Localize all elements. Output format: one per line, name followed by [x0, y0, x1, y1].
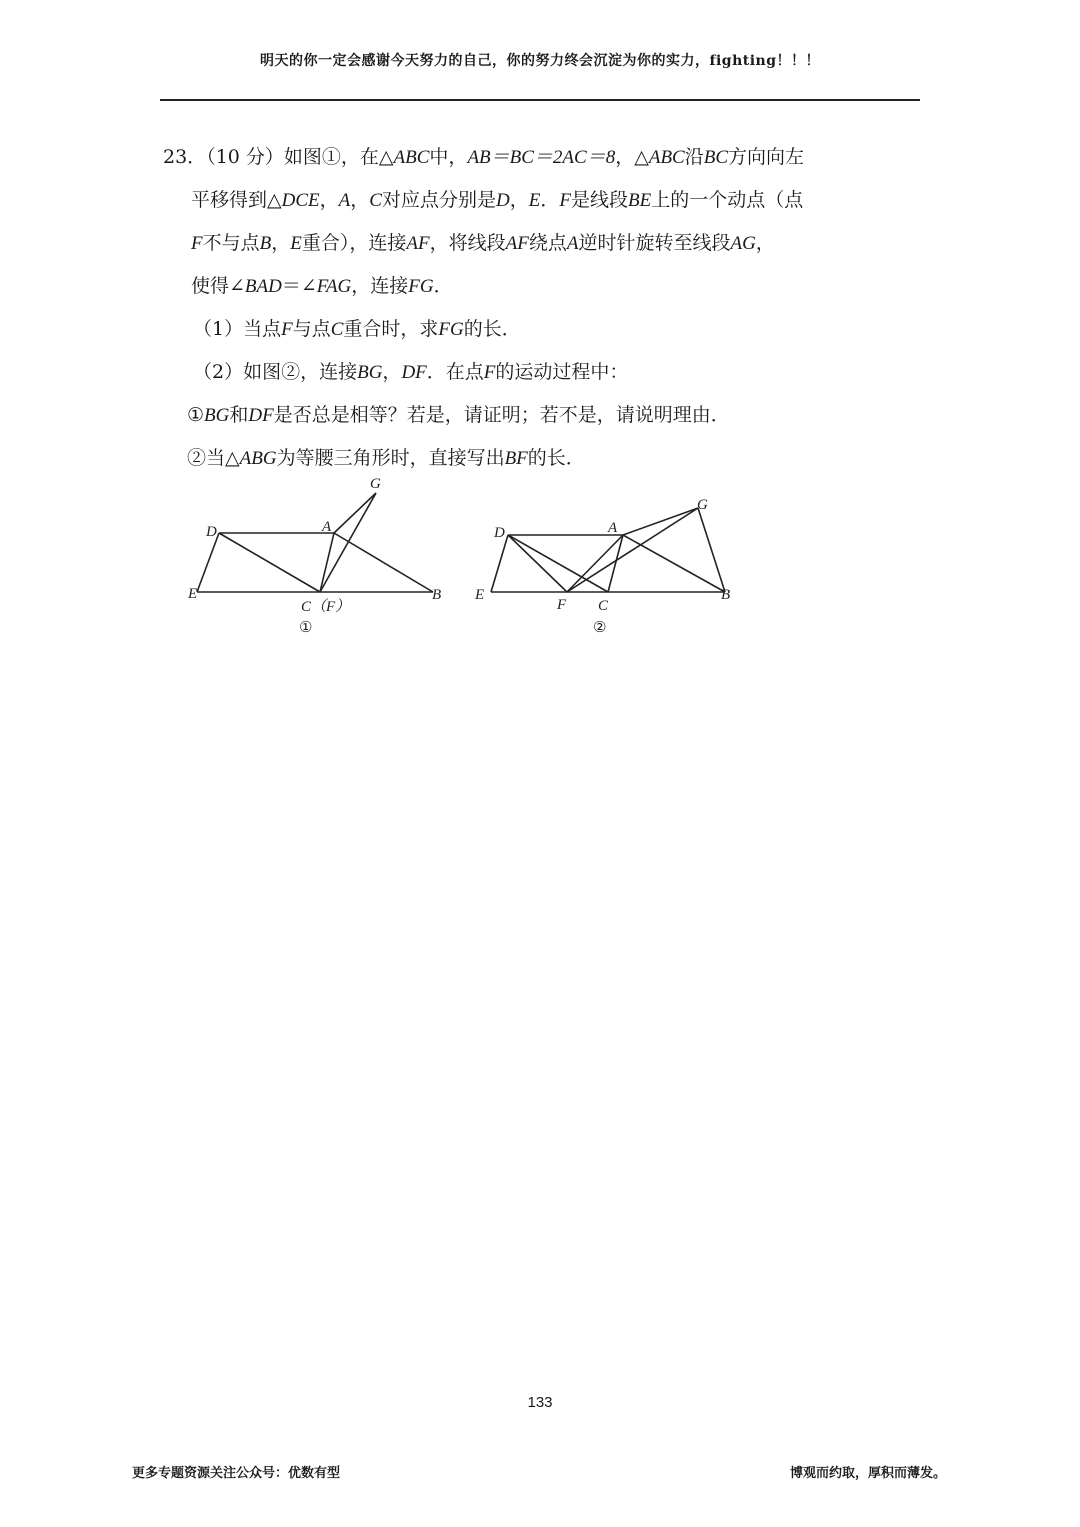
math-b: B — [259, 233, 272, 254]
label-D: D — [206, 524, 217, 540]
text: 不与点 — [202, 232, 260, 254]
math-bf: BF — [504, 448, 528, 469]
math-bg: BG — [357, 362, 383, 383]
math-bc: BC — [703, 147, 729, 168]
problem-line-3 — [163, 222, 923, 265]
math-fag: FAG — [316, 276, 352, 297]
part-1 — [163, 308, 923, 351]
figure-2-caption: ② — [593, 618, 607, 636]
text: 和 — [229, 404, 249, 426]
math-df: DF — [401, 362, 427, 383]
text: ， — [350, 189, 370, 211]
math-a: A — [338, 190, 351, 211]
text: 重合），连接 — [301, 232, 407, 254]
segment-AG — [334, 493, 376, 533]
label-C: C — [598, 598, 609, 614]
problem-line-2 — [163, 179, 923, 222]
figures — [180, 470, 760, 650]
text: 的长． — [527, 447, 585, 469]
part-2-question-1 — [163, 394, 923, 437]
math-abg: ABG — [239, 448, 277, 469]
text: 与点 — [292, 318, 331, 340]
problem-line-4 — [163, 265, 923, 308]
problem-score: （10 分） — [206, 146, 284, 168]
text: 上的一个动点（点 — [651, 189, 804, 211]
text: ① — [187, 404, 205, 426]
math-a: A — [566, 233, 579, 254]
segment-ED — [491, 535, 508, 592]
math-fg: FG — [408, 276, 434, 297]
text: ． — [433, 275, 453, 297]
text: 使得∠ — [191, 275, 245, 297]
label-G: G — [370, 476, 381, 492]
text: 逆时针旋转至线段 — [578, 232, 731, 254]
text: 沿 — [684, 146, 704, 168]
label-E: E — [475, 587, 485, 603]
segment-AG — [623, 508, 698, 535]
footer-right: 博观而约取，厚积而薄发。 — [789, 1466, 946, 1481]
text: 的运动过程中： — [495, 361, 629, 383]
text: ， — [319, 189, 339, 211]
label-B: B — [721, 587, 731, 603]
text: 为等腰三角形时，直接写出 — [276, 447, 505, 469]
text: ＝∠ — [281, 275, 317, 297]
label-A: A — [322, 519, 332, 535]
text: ． — [540, 189, 560, 211]
math-bg: BG — [204, 405, 230, 426]
text: （2）如图②，连接 — [193, 361, 358, 383]
problem-number: 23． — [163, 146, 207, 168]
label-E: E — [188, 586, 198, 602]
label-F: F — [557, 597, 567, 613]
math-f: F — [559, 190, 571, 211]
math-c: C — [369, 190, 382, 211]
text: ， — [509, 189, 529, 211]
math-abc: ABC — [648, 147, 685, 168]
math-e: E — [290, 233, 302, 254]
math-c: C — [330, 319, 344, 340]
math-df: DF — [248, 405, 274, 426]
figure-2-labels — [474, 497, 730, 636]
page-number: 133 — [527, 1394, 553, 1411]
text: 中， — [429, 146, 468, 168]
footer-left: 更多专题资源关注公众号：优数有型 — [132, 1466, 341, 1481]
segment-DC — [219, 533, 320, 592]
text: ， — [271, 232, 291, 254]
problem-23 — [163, 136, 923, 480]
text: ，连接 — [351, 275, 409, 297]
math-f: F — [191, 233, 203, 254]
math-f: F — [281, 319, 293, 340]
text: 是否总是相等？若是，请证明；若不是，请说明理由． — [273, 404, 730, 426]
text: 绕点 — [528, 232, 567, 254]
math-d: D — [495, 190, 510, 211]
text: ②当△ — [187, 447, 240, 469]
text: 方向向左 — [728, 146, 805, 168]
text: 对应点分别是 — [381, 189, 496, 211]
math-af: AF — [406, 233, 430, 254]
problem-line-1 — [163, 136, 923, 179]
label-D: D — [494, 525, 505, 541]
math-ag: AG — [730, 233, 756, 254]
text: 平移得到△ — [191, 189, 282, 211]
text: 如图①，在△ — [283, 146, 394, 168]
figure-1 — [197, 493, 433, 592]
text: （1）当点 — [193, 318, 282, 340]
segment-AC — [320, 533, 334, 592]
math-dce: DCE — [281, 190, 320, 211]
label-A: A — [608, 520, 618, 536]
text: 重合时，求 — [343, 318, 439, 340]
text: 的长． — [463, 318, 521, 340]
label-G: G — [697, 497, 708, 513]
math-fg: FG — [438, 319, 464, 340]
text: ，△ — [615, 146, 649, 168]
math-bad: BAD — [244, 276, 282, 297]
segment-FG — [320, 493, 376, 592]
text: 是线段 — [570, 189, 628, 211]
label-B: B — [432, 587, 442, 603]
segment-AF — [567, 535, 623, 592]
math-e: E — [528, 190, 541, 211]
figure-1-labels — [187, 476, 441, 636]
text: ，将线段 — [429, 232, 506, 254]
math-abc: ABC — [393, 147, 430, 168]
text: ， — [755, 232, 775, 254]
segment-FG — [567, 508, 698, 592]
segment-ED — [197, 533, 219, 592]
label-C-F: C（F） — [301, 599, 351, 615]
part-2 — [163, 351, 923, 394]
header-motto: 明天的你一定会感谢今天努力的自己，你的努力终会沉淀为你的实力，fighting！！！ — [259, 53, 821, 69]
math-be: BE — [627, 190, 652, 211]
text: ， — [382, 361, 402, 383]
math-f: F — [483, 362, 496, 383]
header-rule — [160, 99, 920, 101]
text: ．在点 — [426, 361, 484, 383]
figure-1-caption: ① — [299, 618, 313, 636]
geometry-figures — [180, 470, 760, 650]
math-af: AF — [505, 233, 529, 254]
math-equation: AB＝BC＝2AC＝8 — [467, 147, 616, 168]
